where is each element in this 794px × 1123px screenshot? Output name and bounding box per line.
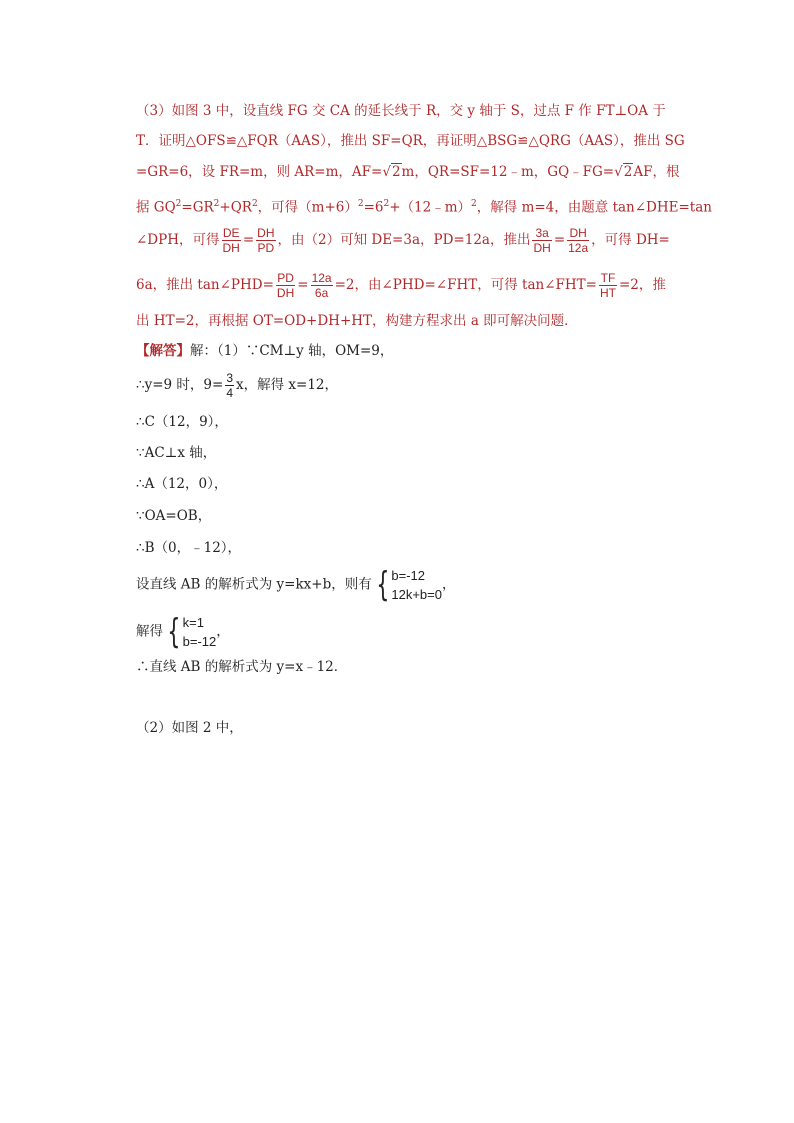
analysis-text: 出 HT=2，再根据 OT=OD+DH+HT，构建方程求出 a 即可解决问题． — [136, 313, 578, 329]
analysis-text: =6 — [363, 199, 384, 216]
analysis-text: = — [297, 277, 309, 293]
fraction: $\frac{DH}{12a}$ — [568, 226, 589, 255]
solution-text: （2）如图 2 中， — [136, 720, 243, 736]
sqrt-symbol: √2 — [614, 164, 633, 180]
analysis-text: =GR=6，设 FR=m，则 AR=m，AF= — [136, 164, 383, 180]
fraction: $\frac{TF}{HT}$ — [599, 271, 616, 300]
solution-text: 解：（1）∵CM⊥y 轴，OM=9， — [190, 343, 394, 359]
solution-text: ∴C（12，9）， — [136, 414, 228, 430]
analysis-line-3 — [136, 162, 679, 182]
equation: 12k+b=0 — [391, 587, 442, 602]
solution-line-7 — [136, 538, 241, 558]
superscript: 2 — [251, 199, 258, 209]
solution-text: 解得 — [136, 623, 163, 640]
analysis-text: 据 GQ — [136, 199, 176, 216]
analysis-text: =GR — [181, 199, 214, 216]
solution-text: ∵AC⊥x 轴， — [136, 445, 217, 461]
analysis-line-7 — [136, 311, 578, 331]
analysis-line-6 — [136, 271, 666, 300]
solution-text: ∴A（12，0）， — [136, 476, 228, 492]
equation-system — [372, 566, 442, 604]
analysis-line-5 — [136, 226, 670, 255]
analysis-text: ，解得 m=4，由题意 tan∠DHE=tan — [476, 199, 712, 216]
solution-line-4 — [136, 443, 216, 463]
analysis-text: = — [553, 232, 566, 248]
fraction: $\frac{DE}{DH}$ — [222, 226, 240, 255]
analysis-line-4 — [136, 194, 712, 218]
brace-symbol: { — [167, 612, 181, 652]
solution-text: ∵OA=OB， — [136, 508, 212, 524]
analysis-text: ，由（2）可知 DE=3a，PD=12a，推出 — [277, 232, 531, 248]
solution-line-6 — [136, 506, 211, 526]
solution-text: x，解得 x=12， — [236, 377, 339, 393]
solution-line-9 — [136, 613, 230, 651]
solution-text: ∴y=9 时，9= — [136, 377, 224, 393]
analysis-text: T．证明△OFS≌△FQR（AAS），推出 SF=QR，再证明△BSG≌△QRG（AAS），推出 SG — [136, 133, 685, 149]
analysis-text: m，QR=SF=12﹣m，GQ﹣FG= — [401, 164, 615, 180]
solution-line-8 — [136, 566, 455, 604]
analysis-text: = — [242, 232, 255, 248]
fraction: $\frac{DH}{PD}$ — [257, 226, 275, 255]
sqrt-symbol: √2 — [382, 164, 401, 180]
superscript: 2 — [471, 199, 477, 209]
solution-line-11 — [136, 718, 243, 738]
analysis-text: （3）如图 3 中，设直线 FG 交 CA 的延长线于 R，交 y 轴于 S，过点 F 作 FT⊥OA 于 — [136, 103, 666, 119]
equation: b=-12 — [182, 634, 217, 649]
solution-line-2 — [136, 371, 338, 400]
solution-text: ， — [441, 576, 456, 593]
brace-symbol: { — [376, 565, 390, 605]
equation-system — [163, 613, 216, 651]
solution-text: 设直线 AB 的解析式为 y=kx+b，则有 — [136, 576, 372, 593]
solution-text: ， — [216, 623, 230, 640]
solution-line-10 — [136, 657, 347, 677]
solution-tag: 【解答】 — [136, 343, 190, 359]
analysis-text: ∠DPH，可得 — [136, 232, 220, 248]
analysis-text: =2，由∠PHD=∠FHT，可得 tan∠FHT= — [334, 277, 597, 293]
superscript: 2 — [213, 199, 220, 209]
solution-text: ∴直线 AB 的解析式为 y=x﹣12． — [136, 659, 348, 675]
analysis-text: ，可得（m+6） — [257, 199, 358, 216]
superscript: 2 — [357, 199, 364, 209]
analysis-text: +QR — [219, 199, 252, 216]
superscript: 2 — [383, 199, 390, 209]
analysis-text: =2，推 — [618, 277, 666, 293]
fraction: $\frac{12a}{6a}$ — [311, 271, 332, 300]
fraction: $\frac{PD}{DH}$ — [276, 271, 295, 300]
analysis-text: +（12﹣m） — [389, 199, 472, 216]
solution-line-1 — [136, 341, 393, 361]
equation: k=1 — [182, 615, 204, 630]
fraction: $\frac{3}{4}$ — [226, 371, 233, 400]
solution-line-3 — [136, 412, 228, 432]
analysis-line-2 — [136, 131, 685, 151]
solution-text: ∴B（0，﹣12）， — [136, 540, 242, 556]
equation: b=-12 — [391, 568, 425, 583]
fraction: $\frac{3a}{DH}$ — [533, 226, 551, 255]
superscript: 2 — [175, 199, 182, 209]
analysis-text: ，可得 DH= — [591, 232, 670, 248]
analysis-text: AF，根 — [633, 164, 680, 180]
analysis-line-1 — [136, 101, 666, 121]
solution-line-5 — [136, 474, 227, 494]
analysis-text: 6a，推出 tan∠PHD= — [136, 277, 274, 293]
